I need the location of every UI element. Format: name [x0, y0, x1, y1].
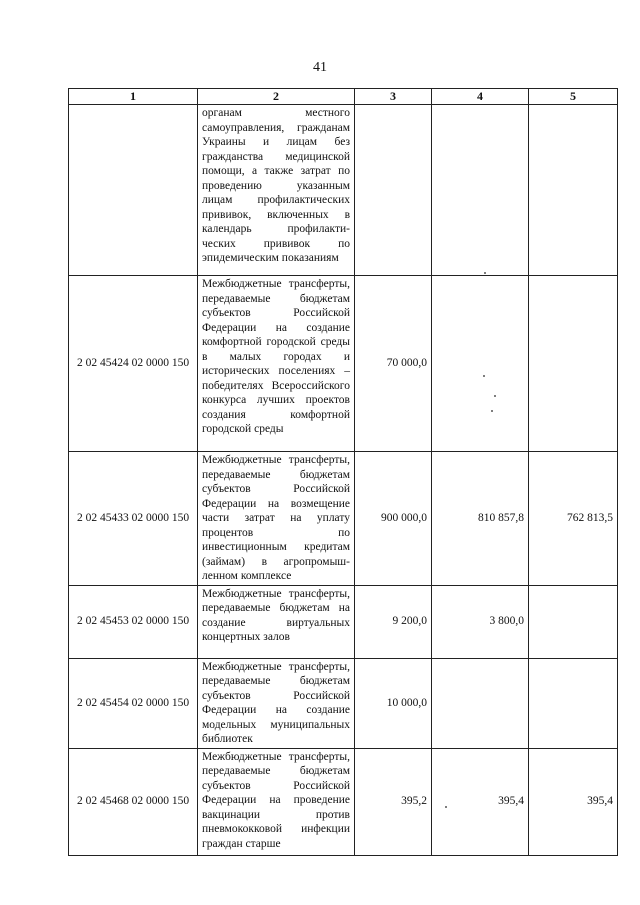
table-row: [69, 748, 618, 855]
budget-code-cell: 2 02 45424 02 0000 150: [69, 276, 198, 452]
amount-col3-cell: 9 200,0: [355, 585, 432, 658]
amount-col4-cell: [432, 658, 529, 748]
table-row: [69, 276, 618, 452]
budget-table: [68, 88, 618, 856]
budget-code-cell: 2 02 45454 02 0000 150: [69, 658, 198, 748]
amount-col4-cell: 810 857,8: [432, 452, 529, 586]
description-cell: Межбюджетные трансферты, передаваемые бюджетам субъектов Российской Федерации на проведение вакцинации против пневмококковой инфекции граждан старше: [198, 748, 355, 855]
amount-col3-cell: 10 000,0: [355, 658, 432, 748]
amount-col4-cell: 395,4: [432, 748, 529, 855]
amount-col5-cell: [529, 658, 618, 748]
column-header-5: 5: [529, 89, 618, 105]
column-header-2: 2: [198, 89, 355, 105]
description-cell: органам местного самоуправления, гражданам Украины и лицам без гражданства медицинской помощи, а также затрат по проведению указанным лицам профилактических прививок, включенных в календарь профилакти-ческих прививок по эпидемическим показаниям: [198, 105, 355, 276]
amount-col5-cell: [529, 585, 618, 658]
budget-code-cell: [69, 105, 198, 276]
page-number: 41: [313, 60, 327, 75]
amount-col5-cell: 762 813,5: [529, 452, 618, 586]
amount-col3-cell: 395,2: [355, 748, 432, 855]
amount-col3-cell: [355, 105, 432, 276]
scan-speck: [483, 375, 485, 377]
description-cell: Межбюджетные трансферты, передаваемые бюджетам субъектов Российской Федерации на создание модельных муниципальных библиотек: [198, 658, 355, 748]
amount-col3-cell: 70 000,0: [355, 276, 432, 452]
column-header-1: 1: [69, 89, 198, 105]
description-cell: Межбюджетные трансферты, передаваемые бюджетам субъектов Российской Федерации на возмещение части затрат на уплату процентов по инвестиционным кредитам (займам) в агропромыш-ленном комплексе: [198, 452, 355, 586]
amount-col5-cell: [529, 105, 618, 276]
column-header-4: 4: [432, 89, 529, 105]
budget-code-cell: 2 02 45433 02 0000 150: [69, 452, 198, 586]
table-row: [69, 658, 618, 748]
amount-col5-cell: [529, 276, 618, 452]
table-row: [69, 105, 618, 276]
scan-speck: [445, 806, 447, 808]
scan-speck: [494, 395, 496, 397]
amount-col5-cell: 395,4: [529, 748, 618, 855]
table-row: [69, 452, 618, 586]
amount-col4-cell: 3 800,0: [432, 585, 529, 658]
description-cell: Межбюджетные трансферты, передаваемые бюджетам на создание виртуальных концертных залов: [198, 585, 355, 658]
scan-speck: [491, 410, 493, 412]
budget-code-cell: 2 02 45468 02 0000 150: [69, 748, 198, 855]
column-header-3: 3: [355, 89, 432, 105]
amount-col4-cell: [432, 105, 529, 276]
scan-speck: [484, 272, 486, 274]
amount-col3-cell: 900 000,0: [355, 452, 432, 586]
description-cell: Межбюджетные трансферты, передаваемые бюджетам субъектов Российской Федерации на создание комфортной городской среды в малых городах и исторических поселениях – победителях Всероссийского конкурса лучших проектов создания комфортной городской среды: [198, 276, 355, 452]
amount-col4-cell: [432, 276, 529, 452]
header-row: [69, 89, 618, 105]
budget-code-cell: 2 02 45453 02 0000 150: [69, 585, 198, 658]
table-row: [69, 585, 618, 658]
